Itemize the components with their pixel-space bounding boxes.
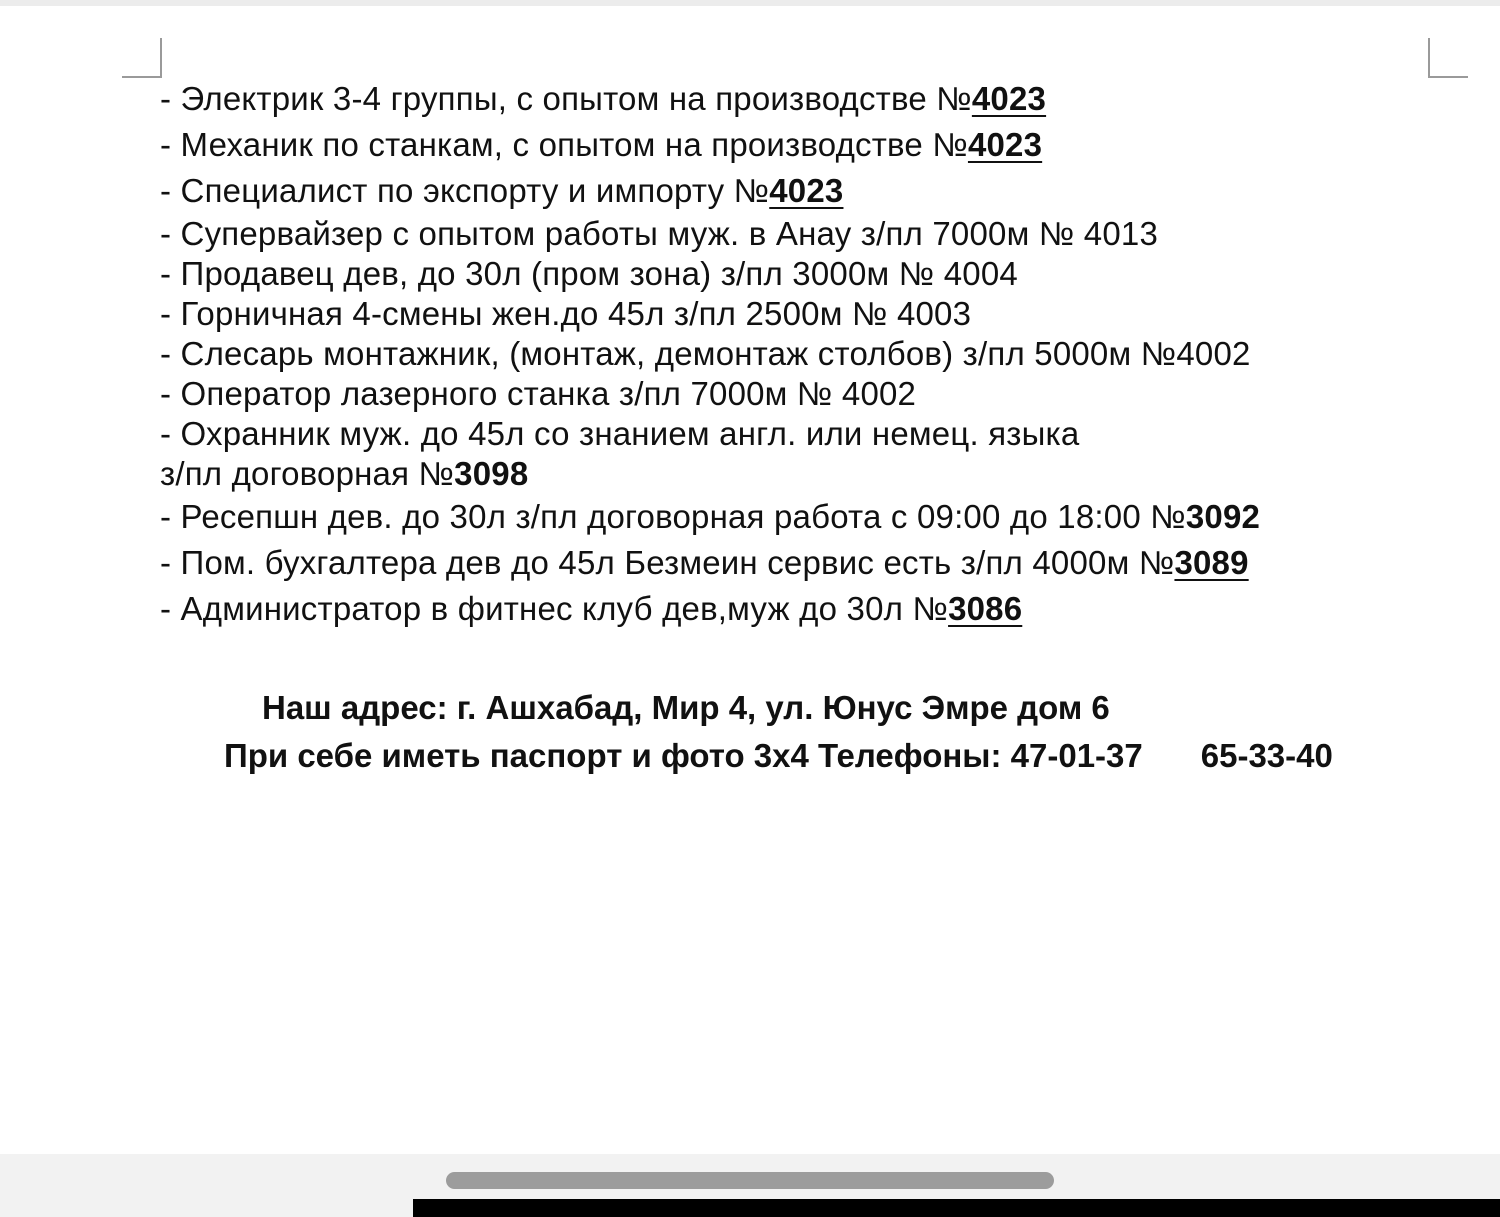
vacancy-text: - Механик по станкам, с опытом на производстве № (160, 126, 968, 163)
margin-corner-top-right (1428, 38, 1468, 78)
vacancy-text: - Горничная 4-смены жен.до 45л з/пл 2500м № 4003 (160, 295, 972, 332)
vacancy-text: - Охранник муж. до 45л со знанием англ. или немец. языка (160, 415, 1080, 452)
vacancy-text: - Администратор в фитнес клуб дев,муж до 30л № (160, 590, 949, 627)
vacancy-guard (160, 414, 1400, 454)
vacancy-laser-operator (160, 374, 1400, 414)
vacancy-code: 4023 (967, 126, 1043, 163)
vacancy-list (160, 76, 1400, 632)
vacancy-electrician (160, 76, 1400, 122)
vacancy-text: - Супервайзер с опытом работы муж. в Анау з/пл 7000м № 4013 (160, 215, 1159, 252)
scroll-handle[interactable] (446, 1172, 1054, 1189)
requirements-text: При себе иметь паспорт и фото 3х4 Телефоны: 47-01-37 (224, 737, 1143, 774)
requirements-and-phones (224, 734, 1333, 778)
vacancy-text: - Ресепшн дев. до 30л з/пл договорная работа с 09:00 до 18:00 № (160, 498, 1186, 535)
vacancy-code: 4023 (971, 80, 1047, 117)
vacancy-export-specialist (160, 168, 1400, 214)
vacancy-fitter (160, 334, 1400, 374)
vacancy-text: - Слесарь монтажник, (монтаж, демонтаж столбов) з/пл 5000м №4002 (160, 335, 1251, 372)
vacancy-code: 3092 (1185, 498, 1261, 535)
office-address: Наш адрес: г. Ашхабад, Мир 4, ул. Юнус Эмре дом 6 (262, 689, 1110, 726)
margin-corner-top-left (122, 38, 162, 78)
vacancy-reception (160, 494, 1400, 540)
vacancy-guard-salary (160, 454, 1400, 494)
vacancy-fitness-admin (160, 586, 1400, 632)
vacancy-text: з/пл договорная № (160, 455, 455, 492)
vacancy-text: - Электрик 3-4 группы, с опытом на производстве № (160, 80, 972, 117)
vacancy-code: 4023 (769, 172, 844, 209)
vacancy-text: - Специалист по экспорту и импорту № (160, 172, 770, 209)
phone-secondary: 65-33-40 (1200, 737, 1333, 774)
bottom-black-band (413, 1199, 1500, 1217)
vacancy-code: 3098 (454, 455, 529, 492)
vacancy-maid (160, 294, 1400, 334)
vacancy-text: - Пом. бухгалтера дев до 45л Безмеин сервис есть з/пл 4000м № (160, 544, 1175, 581)
vacancy-seller (160, 254, 1400, 294)
vacancy-supervisor (160, 214, 1400, 254)
vacancy-accountant-assistant (160, 540, 1400, 586)
vacancy-code: 3089 (1174, 544, 1249, 581)
vacancy-text: - Продавец дев, до 30л (пром зона) з/пл 3000м № 4004 (160, 255, 1018, 292)
vacancy-mechanic (160, 122, 1400, 168)
vacancy-code: 3086 (948, 590, 1023, 627)
vacancy-text: - Оператор лазерного станка з/пл 7000м № 4002 (160, 375, 917, 412)
